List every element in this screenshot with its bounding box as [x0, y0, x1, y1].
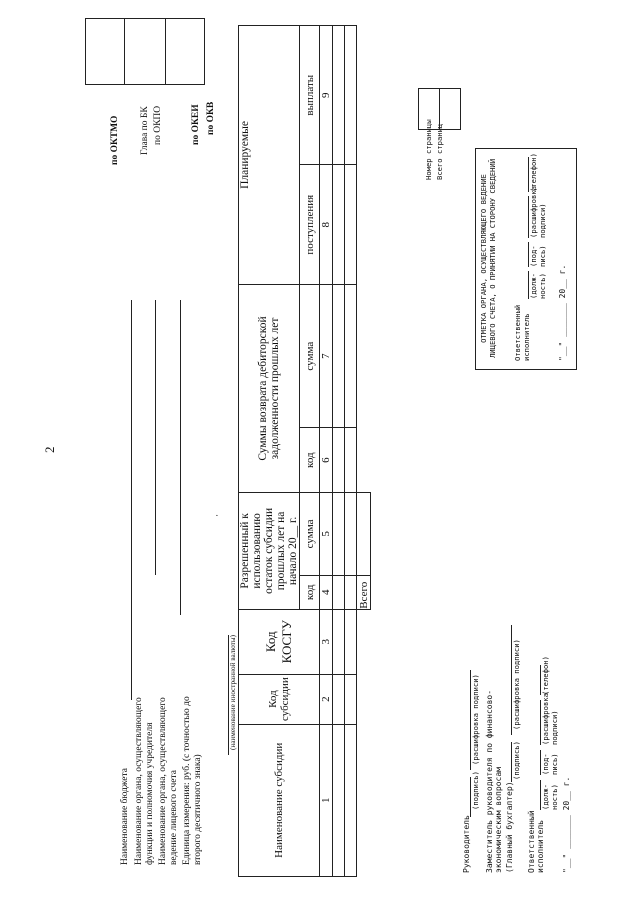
account-holder-label: Наименование органа, осуществляющего ведение лицевого счета	[158, 697, 179, 865]
table-row-cell[interactable]	[345, 609, 357, 674]
col-number-4: 4	[320, 575, 333, 609]
col-number-5: 5	[320, 493, 333, 576]
mark-sign-caption: (под- пись)	[529, 245, 547, 267]
page-number-label: Номер страницы	[424, 119, 433, 180]
header-kosgu: Код КОСГУ	[239, 609, 320, 674]
total-spacer	[357, 609, 371, 876]
table-row-cell[interactable]	[345, 724, 357, 876]
mark-title: ОТМЕТКА ОРГАНА, ОСУЩЕСТВЛЯЮЩЕГО ВЕДЕНИЕ ЛИЦЕВОГО СЧЕТА, О ПРИНЯТИИ НА СТОРОНУ СВЕДЕНИЙ	[479, 158, 497, 359]
account-holder-line	[180, 300, 181, 615]
head-decode-caption: (расшифровка подписи)	[471, 674, 480, 765]
total-label: Всего	[357, 575, 371, 609]
resp-phone-caption: (телефон)	[541, 656, 550, 695]
table-row-cell[interactable]	[333, 26, 345, 165]
table-row-cell[interactable]	[333, 165, 345, 285]
table-row-cell[interactable]	[333, 609, 345, 674]
head-sig-caption: (подпись)	[471, 771, 480, 810]
dot-mark: ·	[213, 513, 223, 517]
table-row-cell[interactable]	[333, 493, 345, 576]
page-counter-boxes	[418, 88, 461, 130]
table-row-cell[interactable]	[345, 284, 357, 427]
header-receivables-return: Суммы возврата дебиторской задолженности прошлых лет	[239, 284, 300, 492]
subheader-sum-1: сумма	[300, 493, 320, 576]
resp-decode-caption: (расшифровка подписи)	[541, 693, 559, 745]
subheader-income: поступления	[300, 165, 320, 285]
currency-caption: (наименование иностранной валюты)	[229, 634, 237, 750]
deputy-label: Заместитель руководителя по финансово-экономическим вопросам	[485, 689, 503, 873]
subheader-payments: выплаты	[300, 26, 320, 165]
budget-name-line	[131, 300, 132, 700]
header-allowed-balance: Разрешенный к использованию остаток субсидии прошлых лет на начало 20__ г.	[239, 493, 300, 610]
table-row-cell[interactable]	[345, 165, 357, 285]
col-number-9: 9	[320, 26, 333, 165]
page-number: 2	[42, 446, 57, 453]
col-number-2: 2	[320, 674, 333, 724]
subheader-sum-2: сумма	[300, 284, 320, 427]
page-number-box[interactable]	[419, 89, 440, 130]
unit-label: Единица измерения: руб. (с точностью до второго десятичного знака)	[182, 696, 203, 865]
oktmo-box[interactable]	[86, 19, 125, 85]
table-row-cell[interactable]	[345, 428, 357, 493]
founder-line	[155, 300, 156, 575]
mark-phone-caption: (телефон)	[529, 153, 538, 192]
header-subsidy-code: Код субсидии	[239, 674, 320, 724]
okpo-label: по ОКПО	[153, 105, 163, 145]
table-row-cell[interactable]	[345, 674, 357, 724]
table-row-cell[interactable]	[333, 724, 345, 876]
col-number-1: 1	[320, 724, 333, 876]
table-row-cell[interactable]	[333, 428, 345, 493]
total-allowed-sum[interactable]	[357, 493, 371, 576]
mark-decode-caption: (расшифровка подписи)	[529, 186, 547, 238]
account-holder-mark-box	[475, 148, 577, 370]
mark-responsible-label: Ответственный исполнитель	[513, 304, 531, 361]
deputy-sig-caption: (подпись)	[512, 741, 521, 780]
mark-position-caption: (долж- ность)	[529, 273, 547, 299]
subheader-code-2: код	[300, 428, 320, 493]
table-row-cell[interactable]	[345, 493, 357, 576]
total-pages-label: Всего страниц	[435, 123, 444, 180]
col-number-7: 7	[320, 284, 333, 427]
resp-sign-caption: (под- пись)	[541, 753, 559, 775]
founder-label: Наименование органа, осуществляющего функции и полномочия учредителя	[134, 697, 155, 865]
oktmo-label: по ОКТМО	[110, 115, 120, 165]
okei-okv-box[interactable]	[166, 19, 205, 85]
mark-date-line: "__" _______ 20__ г.	[558, 264, 567, 361]
code-boxes	[85, 18, 205, 85]
header-subsidy-name: Наименование субсидии	[239, 724, 320, 876]
col-number-3: 3	[320, 609, 333, 674]
total-pages-box[interactable]	[440, 89, 461, 130]
table-row-cell[interactable]	[333, 674, 345, 724]
chief-accountant-label: (Главный бухгалтер)	[505, 781, 514, 873]
date-line: "__" _______ 20__ г.	[562, 776, 571, 873]
col-number-8: 8	[320, 165, 333, 285]
col-number-6: 6	[320, 428, 333, 493]
table-row-cell[interactable]	[333, 284, 345, 427]
header-planned: Планируемые	[239, 26, 300, 285]
table-row-cell[interactable]	[345, 575, 357, 609]
budget-name-label: Наименование бюджета	[120, 768, 130, 865]
deputy-decode-caption: (расшифровка подписи)	[512, 639, 521, 730]
total-spacer-right	[357, 26, 371, 493]
resp-position-caption: (долж- ность)	[541, 784, 559, 810]
responsible-label: Ответственный исполнитель	[527, 810, 545, 873]
okv-label: по ОКВ	[206, 101, 216, 135]
okei-label: по ОКЕИ	[191, 104, 201, 145]
table-row-cell[interactable]	[333, 575, 345, 609]
subsidy-table	[238, 25, 371, 877]
head-label: Руководитель	[462, 815, 471, 873]
table-row-cell[interactable]	[345, 26, 357, 165]
kbk-okpo-box[interactable]	[125, 19, 166, 85]
subheader-code-1: код	[300, 575, 320, 609]
kbk-label: Глава по БК	[140, 106, 150, 155]
